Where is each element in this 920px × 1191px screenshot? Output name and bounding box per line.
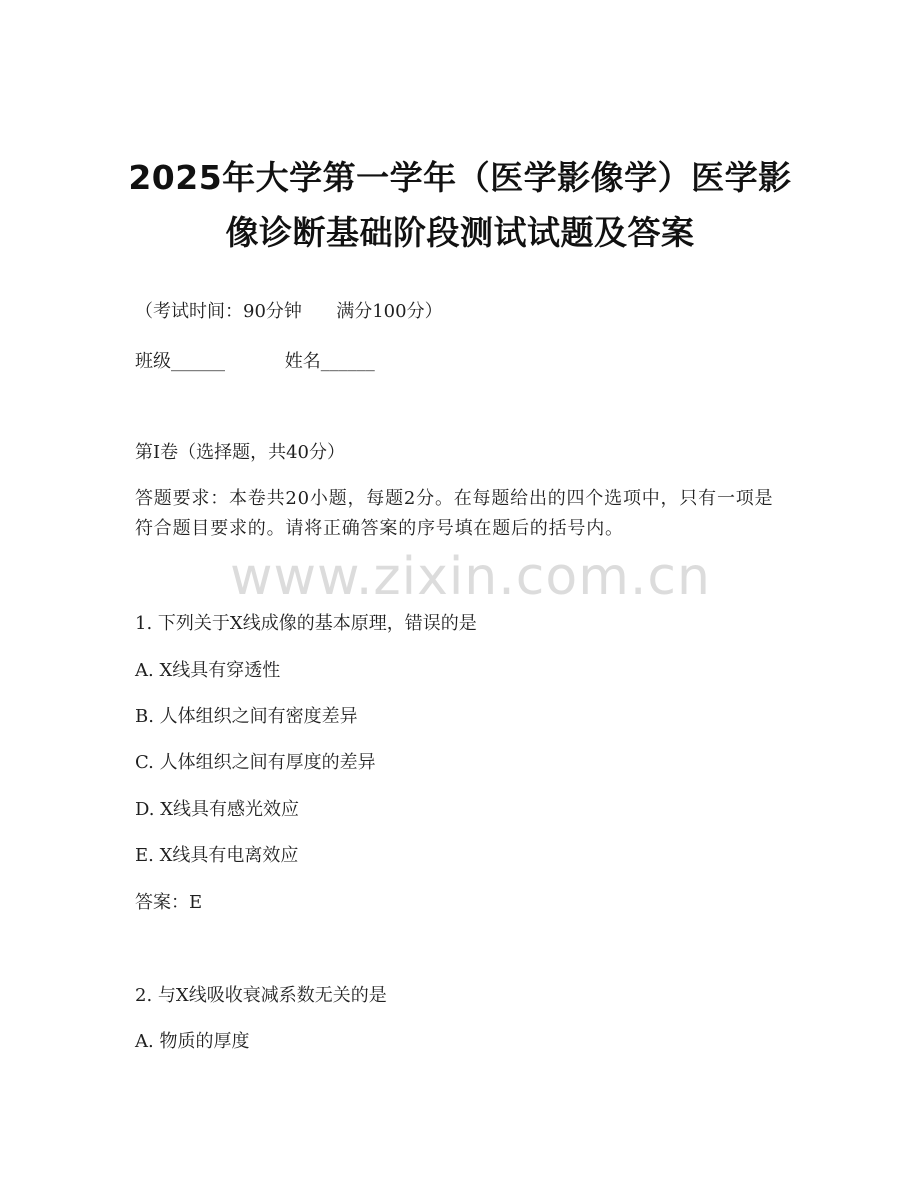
student-info-row: [135, 348, 375, 376]
class-field: 班级______: [135, 351, 225, 372]
name-field: 姓名______: [284, 351, 375, 372]
exam-info: （考试时间：90分钟 满分100分）: [135, 301, 443, 322]
question-2-stem: 2. 与X线吸收衰减系数无关的是: [135, 985, 387, 1006]
question-1-answer: 答案：E: [135, 892, 203, 913]
question-1-option-a: A. X线具有穿透性: [135, 660, 281, 681]
title-line-2: 像诊断基础阶段测试试题及答案: [225, 213, 695, 252]
watermark: www.zixin.com.cn: [230, 547, 711, 607]
question-2-option-a: A. 物质的厚度: [135, 1031, 250, 1052]
title-line-1: 2025年大学第一学年（医学影像学）医学影: [128, 158, 792, 197]
section-heading: 第Ⅰ卷（选择题，共40分）: [135, 442, 346, 463]
question-1-option-e: E. X线具有电离效应: [135, 845, 299, 866]
question-1-option-b: B. 人体组织之间有密度差异: [135, 706, 358, 727]
instructions: 答题要求：本卷共20小题，每题2分。在每题给出的四个选项中，只有一项是符合题目要求的。请将正确答案的序号填在题后的括号内。: [135, 488, 774, 539]
question-1-option-d: D. X线具有感光效应: [135, 799, 300, 820]
document-title: [100, 150, 820, 260]
question-1-stem: 1. 下列关于X线成像的基本原理，错误的是: [135, 613, 477, 634]
question-1-option-c: C. 人体组织之间有厚度的差异: [135, 752, 376, 773]
